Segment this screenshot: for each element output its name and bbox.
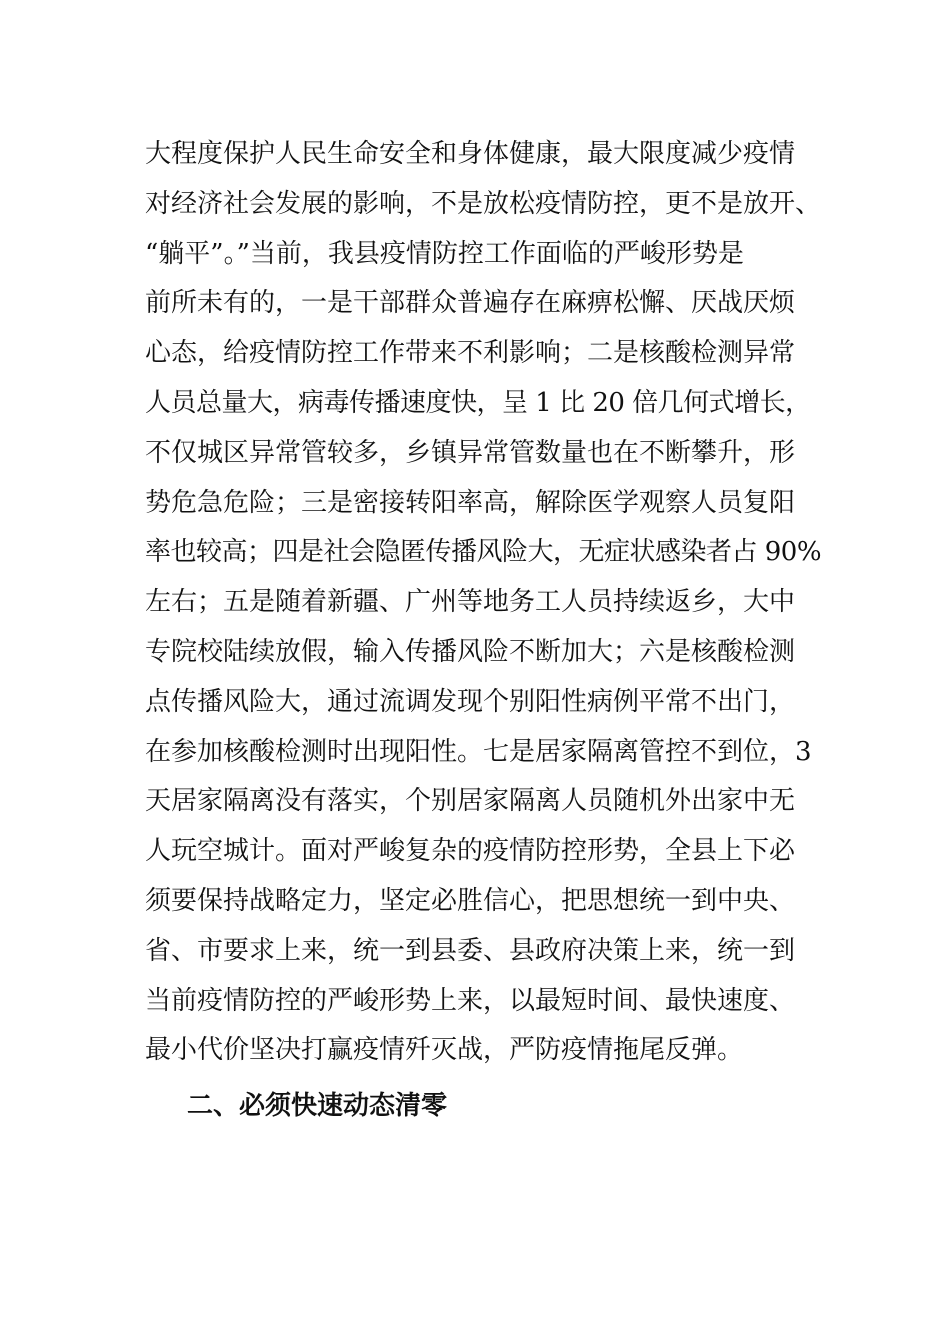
text-line: 前所未有的，一是干部群众普遍存在麻痹松懈、厌战厌烦 (145, 288, 796, 319)
text-line: “躺平”。”当前，我县疫情防控工作面临的严峻形势是 (145, 238, 744, 269)
text-line: 人玩空城计。面对严峻复杂的疫情防控形势，全县上下必 (145, 836, 796, 867)
text-line: 省、市要求上来，统一到县委、县政府决策上来，统一到 (145, 935, 796, 966)
text-line: 天居家隔离没有落实，个别居家隔离人员随机外出家中无 (145, 786, 796, 817)
text-line: 对经济社会发展的影响，不是放松疫情防控，更不是放开、 (145, 188, 822, 219)
text-line: 大程度保护人民生命安全和身体健康，最大限度减少疫情 (145, 139, 796, 169)
text-line: 当前疫情防控的严峻形势上来，以最短时间、最快速度、 (145, 985, 796, 1016)
text-line: 左右；五是随着新疆、广州等地务工人员持续返乡，大中 (145, 587, 796, 618)
text-line: 最小代价坚决打赢疫情歼灭战，严防疫情拖尾反弹。 (145, 1035, 744, 1066)
text-line: 不仅城区异常管较多，乡镇异常管数量也在不断攀升，形 (145, 437, 796, 468)
text-line: 势危急危险；三是密接转阳率高，解除医学观察人员复阳 (145, 487, 796, 518)
body-paragraph (145, 130, 825, 1076)
text-line: 率也较高；四是社会隐匿传播风险大，无症状感染者占 90% (145, 537, 822, 568)
text-line: 人员总量大，病毒传播速度快，呈 1 比 20 倍几何式增长， (145, 387, 811, 418)
text-line: 心态，给疫情防控工作带来不利影响；二是核酸检测异常 (145, 338, 796, 369)
section-heading: 二、必须快速动态清零 (187, 1091, 448, 1121)
text-line: 点传播风险大，通过流调发现个别阳性病例平常不出门， (145, 686, 796, 717)
text-line: 须要保持战略定力，坚定必胜信心，把思想统一到中央、 (145, 885, 796, 916)
text-line: 专院校陆续放假，输入传播风险不断加大；六是核酸检测 (145, 636, 796, 667)
text-line: 在参加核酸检测时出现阳性。七是居家隔离管控不到位，3 (145, 736, 812, 767)
